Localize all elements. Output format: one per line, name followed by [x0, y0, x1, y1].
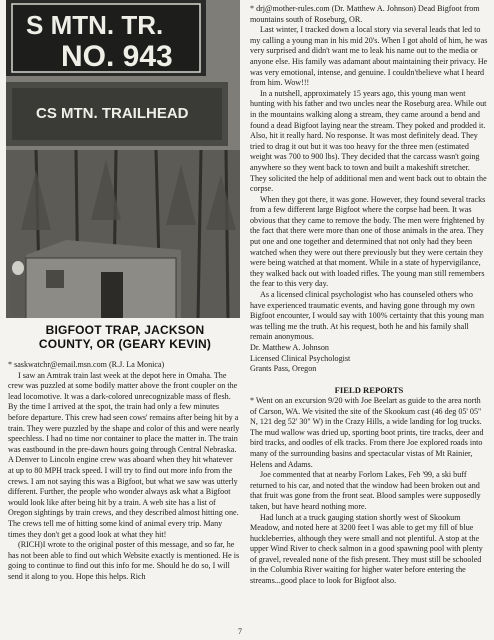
sign-line-1: S MTN. TR.: [26, 10, 164, 40]
right-paragraph-4: When they got there, it was gone. However, they found several tracks from a few different large Bigfoot where the corpse had been. It was obvious that they came to remove the body. The men were frightened by the fact that there were more than one of those animals in the area. They put one and one together and determined that not only had they been watched when they were out there previously but they were certain they were being watched at that moment. While in a state of hypervigilance, they walked back out with loaded rifles. The young man still remembers the fear to this very day.: [250, 194, 486, 289]
field-report-paragraph-3: Had lunch at a truck gauging station shortly west of Skookum Meadow, and noted here at 3200 feet I was able to get my fill of blue huckleberries, although they were small and not plentiful. A stop at the upper Wind River to check salmon in a good spawning pool with plenty of gravel, revealed none of the fish present. They must still be schooled in the Columbia River waiting for higher water before entering the streams...good place to look for Bigfoot also.: [250, 512, 483, 586]
left-column: [2, 0, 242, 640]
field-report-paragraph-2: Joe commented that at nearby Forlorn Lakes, Feb '99, a ski buff returned to his car, and noted that the window had been broken out and that fruit was gone from the front seat. Blood samples were supposedly taken, but have heard nothing more.: [250, 470, 481, 511]
right-column: [248, 0, 490, 640]
left-paragraph-3: (RICH)I wrote to the original poster of this message, and so far, he has not been able to find out which Website exactly is mentioned. He is going to continue to find out this info for me. Should he do so, I will send it along to you. Hope this helps. Rich: [8, 540, 240, 581]
right-paragraph-5: As a licensed clinical psychologist who has counseled others who have experienced traumatic events, and having gone through my own Bigfoot encounter, I would say with 100% certainty that this young man was telling me the truth. At his request, both he and his family shall remain anonymous.: [250, 290, 484, 342]
photo-caption: BIGFOOT TRAP, JACKSON COUNTY, OR (GEARY KEVIN): [38, 323, 212, 351]
field-report-paragraph-1: * Went on an excursion 9/20 with Joe Beelart as guide to the area north of Carson, WA. We visited the site of the Skookum cast (46 deg 05' 05" N, 121 deg 52' 30" W) in the Crazy Hills, a wide landing for log trucks. The mud wallow was dried up, sporting boot prints, tire tracks, deer and bird tracks, and oodles of elk tracks. From there Joe explored roads into many of the surrounding basins and spectacular vistas of Mt Rainier, Helens and Adams.: [250, 395, 484, 469]
trailhead-photo: [6, 0, 240, 362]
right-article: [250, 4, 488, 587]
photo-drawing: [6, 0, 240, 362]
signature-title: Licensed Clinical Psychologist: [250, 353, 351, 363]
page-number: 7: [238, 627, 242, 636]
left-article: [8, 360, 240, 582]
left-paragraph-1: * saskwatchr@email.msn.com (R.J. La Monica): [8, 360, 165, 369]
field-reports-heading: FIELD REPORTS: [334, 385, 404, 396]
right-paragraph-1: * drj@mother-rules.com (Dr. Matthew A. Johnson) Dead Bigfoot from mountains south of Roseburg, OR.: [250, 4, 480, 24]
right-paragraph-3: In a nutshell, approximately 15 years ago, this young man went hunting with his father and two uncles near the Roseburg area. While out in the mountains walking along a stream, they came around a bend and found a dead Bigfoot laying near the stream. They poked and prodded it. Also, hit it really hard. No response. It was most definitely dead. They tried to drag it out but it was too heavy for the three men (estimated weight was 700 to 900 lbs). They decided that the carcass wasn't going anywhere so they went back to town and built a makeshift stretcher. They solicited the help of additional men and went back out to obtain the corpse.: [250, 88, 487, 194]
sign-line-3: CS MTN. TRAILHEAD: [36, 105, 189, 122]
signature-name: Dr. Matthew A. Johnson: [250, 343, 329, 352]
signature-location: Grants Pass, Oregon: [250, 364, 317, 374]
sign-line-2: NO. 943: [61, 40, 173, 73]
left-paragraph-2: I saw an Amtrak train last week at the depot here in Omaha. The crew was puzzled at some bodily matter above the front coupler on the lead locomotive. It was a dark-colored unrecognizable mass of flesh. By the time I arrived at the spot, the train had only a few minutes before departure. This crew had seen cows' remains after being hit by a train. They were puzzled by the shape and color of this and were nearly speechless. I had no time nor container to place the matter in. The train was eastbound in the pre-dawn hours going through Central Nebraska. A Denver to Lincoln engine crew was aboard when they hit whatever at up to 80 MPH track speed. I will try to find out more info from the crews. I am not saying this was a Bigfoot, but what we saw was utterly different. Further, the people who wonder always ask what a Bigfoot would look like after being hit by a train. A web site has a list of Oregon sightings by train crews, and they described almost hitting one. The crews tell me of hitting some kind of animal every trip. Many times they don't get a good look at what they hit!: [8, 370, 240, 539]
right-paragraph-2: Last winter, I tracked down a local story via several leads that led to my calling a young man in his mid 20's. When I got ahold of him, he was very surprised and didn't want me to leak his name out to the media or anyone else. His family was adamant about maintaining their privacy. He was very emotional, intense, and genuine. I couldn'tbelieve what I heard from him. Wow!!!: [250, 25, 488, 88]
